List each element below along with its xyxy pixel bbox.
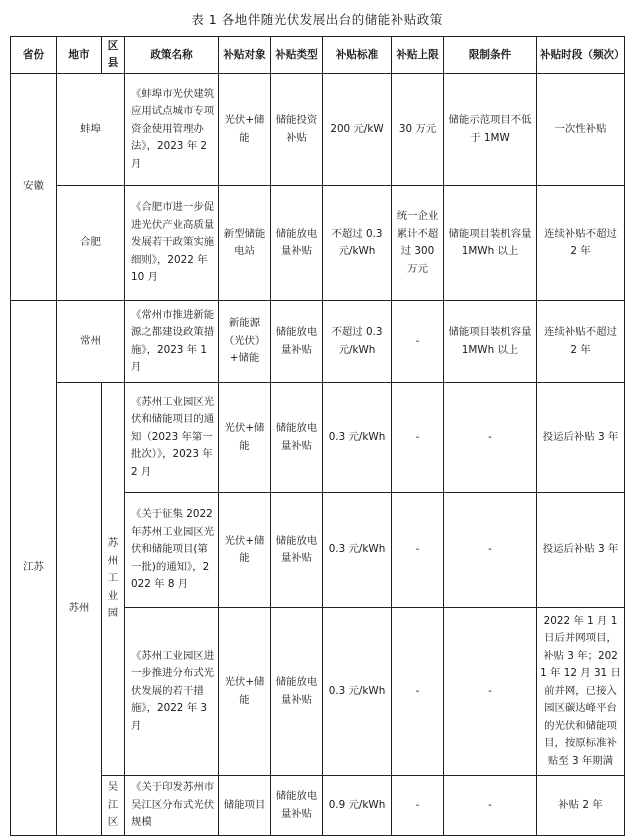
cap-cell: - [392,776,444,836]
header-target: 补贴对象 [219,37,271,74]
type-cell: 储能放电量补贴 [271,186,323,301]
policy-name-cell: 《常州市推进新能源之都建设政策措施》，2023 年 1 月 [125,301,219,383]
header-standard: 补贴标准 [323,37,392,74]
condition-cell: 储能项目装机容量 1MWh 以上 [444,186,537,301]
condition-cell: - [444,383,537,493]
header-cap: 补贴上限 [392,37,444,74]
type-cell: 储能放电量补贴 [271,608,323,776]
type-cell: 储能放电量补贴 [271,493,323,608]
policy-name-cell: 《合肥市进一步促进光伏产业高质量发展若干政策实施细则》，2022 年 10 月 [125,186,219,301]
type-cell: 储能投资补贴 [271,74,323,186]
condition-cell: 储能项目装机容量 1MWh 以上 [444,301,537,383]
cap-cell: - [392,383,444,493]
type-cell: 储能放电量补贴 [271,776,323,836]
policy-name-cell: 《蚌埠市光伏建筑应用试点城市专项资金使用管理办法》，2023 年 2 月 [125,74,219,186]
cap-cell: 30 万元 [392,74,444,186]
table-row [11,301,625,383]
type-cell: 储能放电量补贴 [271,383,323,493]
cap-cell: - [392,493,444,608]
header-type: 补贴类型 [271,37,323,74]
target-cell: 光伏+储能 [219,383,271,493]
standard-cell: 不超过 0.3 元/kWh [323,186,392,301]
standard-cell: 0.3 元/kWh [323,608,392,776]
province-cell: 江苏 [11,301,57,836]
policy-name-cell: 《关于征集 2022 年苏州工业园区光伏和储能项目(第一批)的通知》，2022 年 8 月 [125,493,219,608]
subsidy-policy-table [10,36,625,836]
cap-cell: - [392,608,444,776]
header-period: 补贴时段（频次） [537,37,625,74]
condition-cell: - [444,493,537,608]
standard-cell: 200 元/kW [323,74,392,186]
condition-cell: 储能示范项目不低于 1MW [444,74,537,186]
city-cell: 常州 [57,301,125,383]
header-province: 省份 [11,37,57,74]
target-cell: 新能源（光伏）+储能 [219,301,271,383]
period-cell: 投运后补贴 3 年 [537,383,625,493]
policy-name-cell: 《关于印发苏州市吴江区分布式光伏规模 [125,776,219,836]
condition-cell: - [444,776,537,836]
period-cell: 投运后补贴 3 年 [537,493,625,608]
policy-name-cell: 《苏州工业园区进一步推进分布式光伏发展的若干措施》，2022 年 3 月 [125,608,219,776]
condition-cell: - [444,608,537,776]
target-cell: 光伏+储能 [219,74,271,186]
city-cell: 蚌埠 [57,74,125,186]
table-row [11,74,625,186]
type-cell: 储能放电量补贴 [271,301,323,383]
district-cell: 吴江区 [102,776,125,836]
target-cell: 储能项目 [219,776,271,836]
standard-cell: 0.9 元/kWh [323,776,392,836]
target-cell: 光伏+储能 [219,493,271,608]
period-cell: 补贴 2 年 [537,776,625,836]
cap-cell: - [392,301,444,383]
header-district: 区县 [102,37,125,74]
standard-cell: 0.3 元/kWh [323,383,392,493]
period-cell: 连续补贴不超过 2 年 [537,301,625,383]
target-cell: 新型储能电站 [219,186,271,301]
table-caption: 表 1 各地伴随光伏发展出台的储能补贴政策 [191,12,443,27]
city-cell: 合肥 [57,186,125,301]
header-city: 地市 [57,37,102,74]
standard-cell: 不超过 0.3 元/kWh [323,301,392,383]
table-row [11,186,625,301]
city-cell: 苏州 [57,383,102,836]
header-condition: 限制条件 [444,37,537,74]
standard-cell: 0.3 元/kWh [323,493,392,608]
policy-name-cell: 《苏州工业园区光伏和储能项目的通知（2023 年第一批次）》，2023 年 2 月 [125,383,219,493]
period-cell: 连续补贴不超过 2 年 [537,186,625,301]
province-cell: 安徽 [11,74,57,301]
district-cell: 苏州工业园 [102,383,125,776]
header-policy-name: 政策名称 [125,37,219,74]
period-cell: 2022 年 1 月 1 日后并网项目，补贴 3 年；2021 年 12 月 31 日前并网，已接入园区碳达峰平台的光伏和储能项目，按原标准补贴至 3 年期满 [537,608,625,776]
table-row [11,383,625,493]
period-cell: 一次性补贴 [537,74,625,186]
target-cell: 光伏+储能 [219,608,271,776]
table-row [11,776,625,836]
cap-cell: 统一企业累计不超过 300 万元 [392,186,444,301]
header-row [11,37,625,74]
